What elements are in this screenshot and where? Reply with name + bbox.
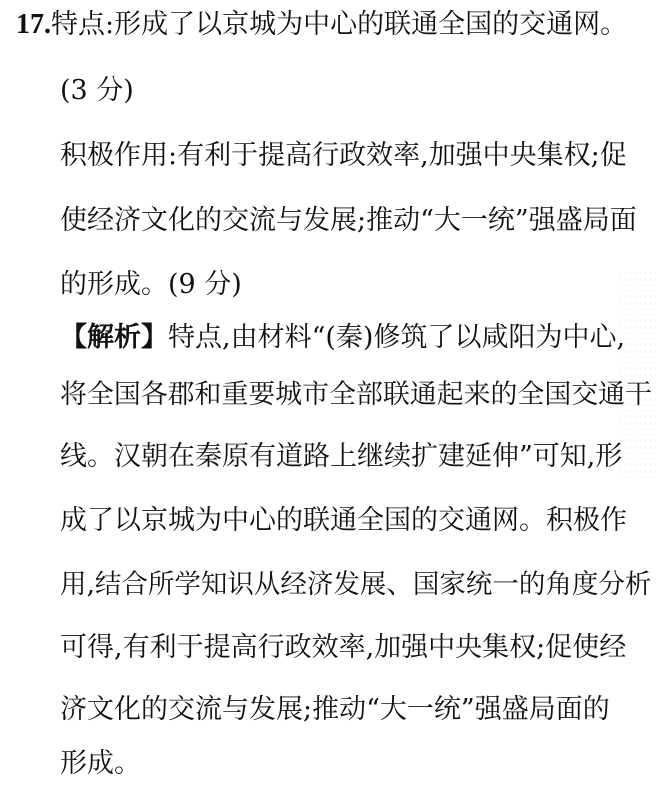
question-text-1: 特点:形成了以京城为中心的联通全国的交通网。 [51, 9, 628, 40]
question-text-3: 积极作用:有利于提高行政效率,加强中央集权;促 [60, 140, 627, 171]
question-number: 17. [16, 9, 51, 40]
analysis-line-8 [60, 747, 141, 781]
analysis-text-4: 成了以京城为中心的联通全国的交通网。积极作 [60, 505, 627, 536]
analysis-line-3 [60, 440, 622, 474]
scan-noise [618, 270, 656, 480]
analysis-text-3: 线。汉朝在秦原有道路上继续扩建延伸”可知,形 [60, 441, 623, 472]
analysis-line-7 [60, 693, 610, 727]
analysis-text-1: 特点,由材料“(秦)修筑了以咸阳为中心, [168, 322, 626, 353]
question-line-4 [60, 204, 637, 238]
analysis-text-7: 济文化的交流与发展;推动“大一统”强盛局面的 [60, 694, 610, 725]
analysis-text-6: 可得,有利于提高行政效率,加强中央集权;促使经 [60, 632, 627, 663]
analysis-line-6 [60, 631, 626, 665]
analysis-line-2 [60, 378, 652, 412]
analysis-line-4 [60, 504, 627, 538]
analysis-text-8: 形成。 [60, 748, 141, 779]
question-text-4: 使经济文化的交流与发展;推动“大一统”强盛局面 [60, 205, 637, 236]
question-line-3 [60, 139, 627, 173]
analysis-line-1 [60, 321, 625, 355]
analysis-line-5 [60, 568, 651, 602]
analysis-text-2: 将全国各郡和重要城市全部联通起来的全国交通干 [60, 379, 652, 410]
analysis-label: 【解析】 [60, 322, 168, 353]
question-line-1 [16, 8, 627, 42]
question-text-2: (3 分) [60, 75, 134, 106]
question-text-5: 的形成。(9 分) [60, 269, 242, 300]
question-line-2 [60, 74, 134, 108]
question-line-5 [60, 268, 242, 302]
analysis-text-5: 用,结合所学知识从经济发展、国家统一的角度分析 [60, 569, 652, 600]
